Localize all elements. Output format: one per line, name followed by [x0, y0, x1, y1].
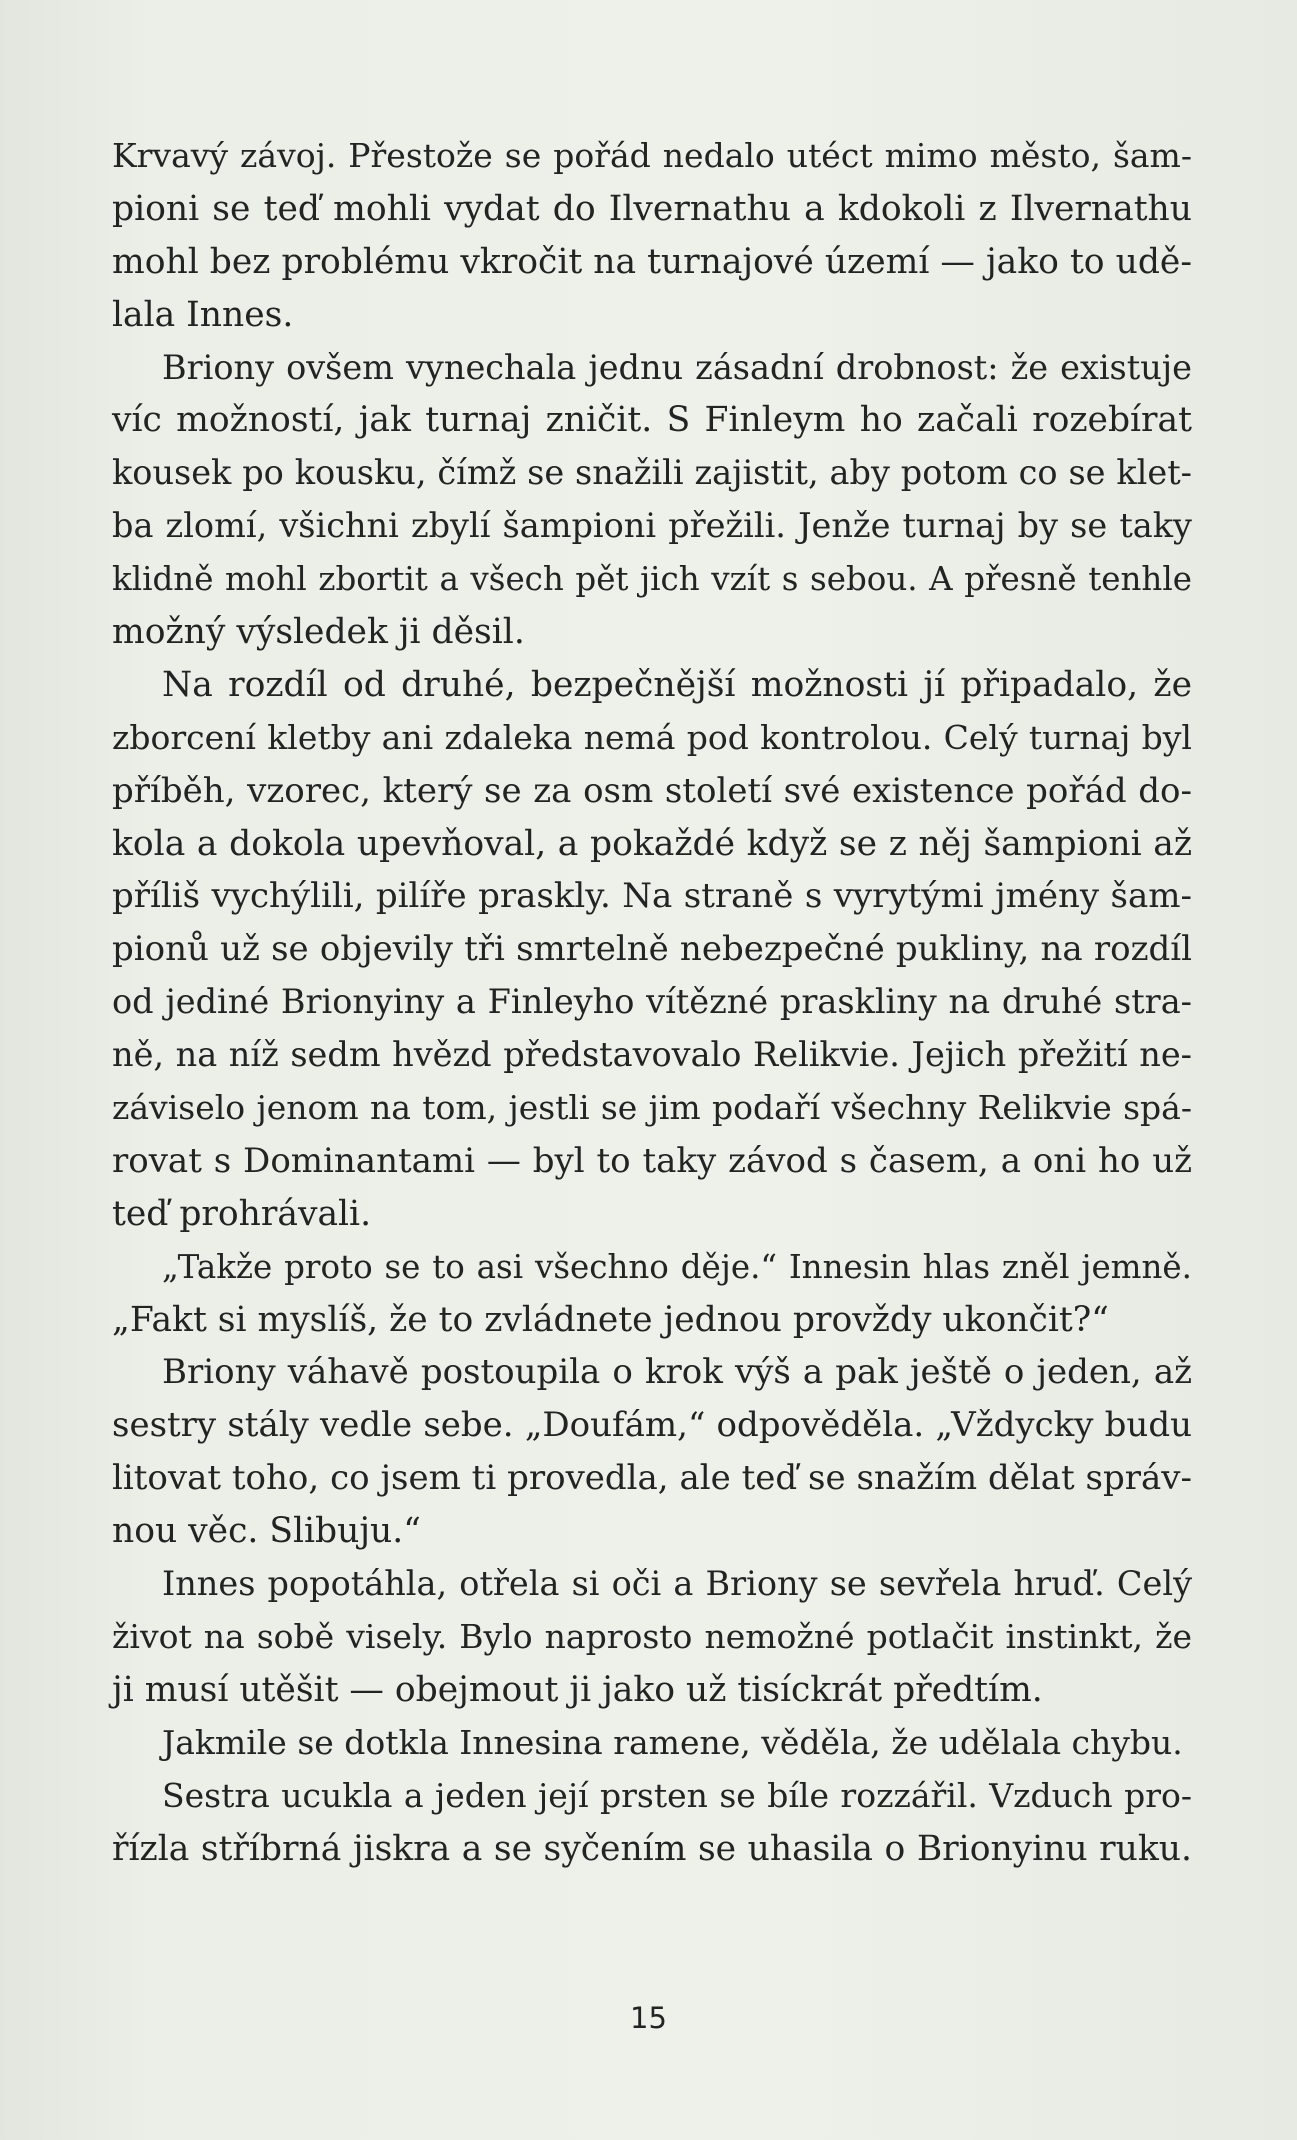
- text-line: pionů už se objevily tři smrtelně nebezpečné pukliny, na rozdíl: [112, 929, 1192, 970]
- text-line: Briony váhavě postoupila o krok výš a pak ještě o jeden, až: [162, 1352, 1192, 1393]
- text-line: pioni se teď mohli vydat do Ilvernathu a kdokoli z Ilvernathu: [112, 188, 1192, 229]
- text-line: kola a dokola upevňoval, a pokaždé když se z něj šampioni až: [112, 823, 1192, 864]
- text-line: Krvavý závoj. Přestože se pořád nedalo utéct mimo město, šam-: [112, 136, 1192, 175]
- text-line: Jakmile se dotkla Innesina ramene, věděla, že udělala chybu.: [162, 1722, 1183, 1762]
- text-line: kousek po kousku, čímž se snažili zajistit, aby potom co se klet-: [112, 453, 1192, 493]
- body-text: [112, 130, 1192, 1875]
- text-line: sestry stály vedle sebe. „Doufám,“ odpověděla. „Vždycky budu: [112, 1405, 1192, 1446]
- text-line: řízla stříbrná jiskra a se syčením se uhasila o Brionyinu ruku.: [112, 1828, 1192, 1869]
- text-line: teď prohrávali.: [112, 1193, 372, 1234]
- text-line: ji musí utěšit — obejmout ji jako už tisíckrát předtím.: [112, 1669, 1043, 1710]
- text-line: nou věc. Slibuju.“: [112, 1511, 421, 1552]
- page-number: 15: [630, 2001, 667, 2035]
- text-line: možný výsledek ji děsil.: [112, 612, 525, 653]
- text-line: záviselo jenom na tom, jestli se jim podaří všechny Relikvie spá-: [112, 1088, 1192, 1128]
- text-line: mohl bez problému vkročit na turnajové území — jako to udě-: [112, 241, 1192, 282]
- text-line: „Fakt si myslíš, že to zvládnete jednou provždy ukončit?“: [112, 1299, 1109, 1340]
- text-line: ně, na níž sedm hvězd představovalo Relikvie. Jejich přežití ne-: [112, 1035, 1192, 1075]
- text-line: litovat toho, co jsem ti provedla, ale teď se snažím dělat správ-: [112, 1458, 1192, 1499]
- text-line: Na rozdíl od druhé, bezpečnější možnosti jí připadalo, že: [162, 664, 1192, 705]
- text-line: lala Innes.: [112, 294, 294, 335]
- text-line: život na sobě visely. Bylo naprosto nemožné potlačit instinkt, že: [112, 1616, 1192, 1656]
- text-line: víc možností, jak turnaj zničit. S Finleym ho začali rozebírat: [112, 400, 1192, 441]
- text-line: Innes popotáhla, otřela si oči a Briony se sevřela hruď. Celý: [162, 1564, 1192, 1604]
- text-line: příliš vychýlili, pilíře praskly. Na straně s vyrytými jmény šam-: [112, 876, 1192, 917]
- text-line: „Takže proto se to asi všechno děje.“ Innesin hlas zněl jemně.: [162, 1247, 1192, 1286]
- text-line: Briony ovšem vynechala jednu zásadní drobnost: že existuje: [162, 347, 1192, 387]
- text-line: ba zlomí, všichni zbylí šampioni přežili. Jenže turnaj by se taky: [112, 506, 1192, 546]
- text-line: zborcení kletby ani zdaleka nemá pod kontrolou. Celý turnaj byl: [112, 717, 1192, 757]
- text-line: příběh, vzorec, který se za osm století své existence pořád do-: [112, 770, 1192, 811]
- text-line: Sestra ucukla a jeden její prsten se bíle rozzářil. Vzduch pro-: [162, 1775, 1192, 1815]
- text-line: klidně mohl zbortit a všech pět jich vzít s sebou. A přesně tenhle: [112, 560, 1192, 599]
- text-line: od jediné Brionyiny a Finleyho vítězné praskliny na druhé stra-: [112, 982, 1192, 1022]
- text-line: rovat s Dominantami — byl to taky závod s časem, a oni ho už: [112, 1140, 1192, 1181]
